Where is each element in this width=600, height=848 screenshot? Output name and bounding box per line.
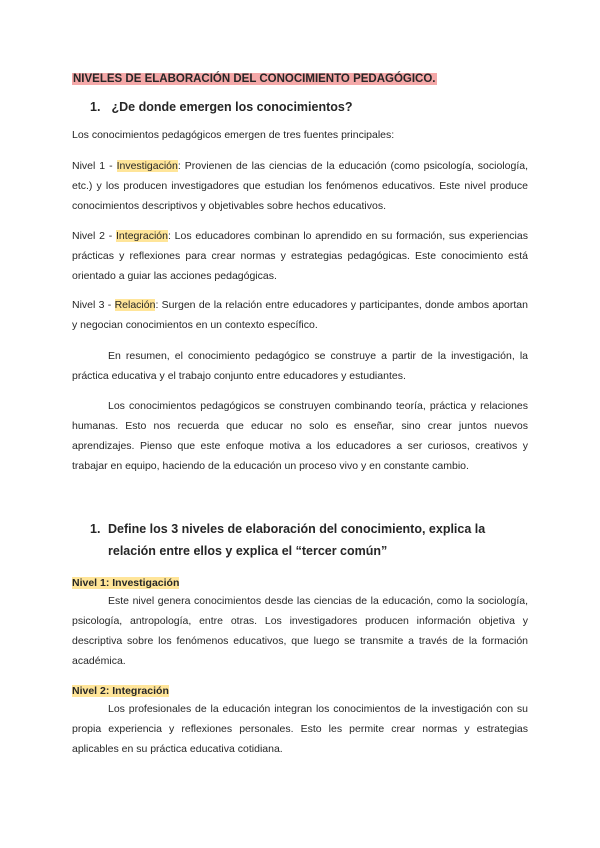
level1-prefix: Nivel 1 - xyxy=(72,160,117,172)
page-title xyxy=(72,71,528,87)
level1-term: Investigación xyxy=(116,160,178,172)
intro-paragraph: Los conocimientos pedagógicos emergen de tres fuentes principales: xyxy=(72,129,395,141)
section1-number: 1. xyxy=(90,100,101,114)
level2-paragraph xyxy=(72,226,528,286)
section2-heading xyxy=(90,518,530,562)
reflection-paragraph: Los conocimientos pedagógicos se construyen combinando teoría, práctica y relaciones humanas. Esto nos recuerda que educar no solo es enseñar, sino crear juntos nuevos aprendizajes. Pienso que este enfoque motiva a los educadores a ser curiosos, creativos y trabajar en equipo, haciendo de la educación un proceso vivo y en constante cambio. xyxy=(72,400,528,472)
level3-prefix: Nivel 3 - xyxy=(72,299,115,311)
level1-paragraph xyxy=(72,156,528,216)
section1-heading xyxy=(90,98,546,116)
section1-heading-text: ¿De donde emergen los conocimientos? xyxy=(111,100,353,114)
level2-text: : Los educadores combinan lo aprendido en su formación, sus experiencias prácticas y reflexiones para crear normas y estrategias pedagógicas. Este conocimiento está orientado a guiar las acciones pedagógicas. xyxy=(72,230,528,282)
nivel2-paragraph: Los profesionales de la educación integran los conocimientos de la investigación con su propia experiencia y reflexiones personales. Esto les permite crear normas y estrategias aplicables en su práctica educativa cotidiana. xyxy=(72,703,528,755)
section2-number: 1. xyxy=(90,522,101,536)
level3-text: : Surgen de la relación entre educadores y participantes, donde ambos aportan y negocian conocimientos en un contexto específico. xyxy=(72,299,528,331)
nivel1-paragraph: Este nivel genera conocimientos desde las ciencias de la educación, como la sociología, psicología, antropología, entre otras. Los investigadores producen información objetiva y descriptiva sobre los fenómenos educativos, que luego se transmite a través de la formación académica. xyxy=(72,595,528,667)
level2-prefix: Nivel 2 - xyxy=(72,230,117,242)
level3-term: Relación xyxy=(114,299,156,311)
nivel2-label: Nivel 2: Integración xyxy=(72,685,169,697)
nivel1-label: Nivel 1: Investigación xyxy=(72,577,180,589)
section2-heading-text: Define los 3 niveles de elaboración del conocimiento, explica la relación entre ellos y explica el “tercer común” xyxy=(108,522,486,558)
nivel2-subheading xyxy=(72,683,528,699)
level1-text: : Provienen de las ciencias de la educación (como psicología, sociología, etc.) y los producen investigadores que estudian los fenómenos educativos. Este nivel produce conocimientos descriptivos y objetivables sobre hechos educativos. xyxy=(72,160,528,212)
nivel1-subheading xyxy=(72,575,528,591)
level2-term: Integración xyxy=(116,230,168,242)
title-text: NIVELES DE ELABORACIÓN DEL CONOCIMIENTO PEDAGÓGICO. xyxy=(73,73,436,85)
summary-paragraph: En resumen, el conocimiento pedagógico se construye a partir de la investigación, la práctica educativa y el trabajo conjunto entre educadores y estudiantes. xyxy=(72,350,528,382)
level3-paragraph xyxy=(72,295,528,335)
